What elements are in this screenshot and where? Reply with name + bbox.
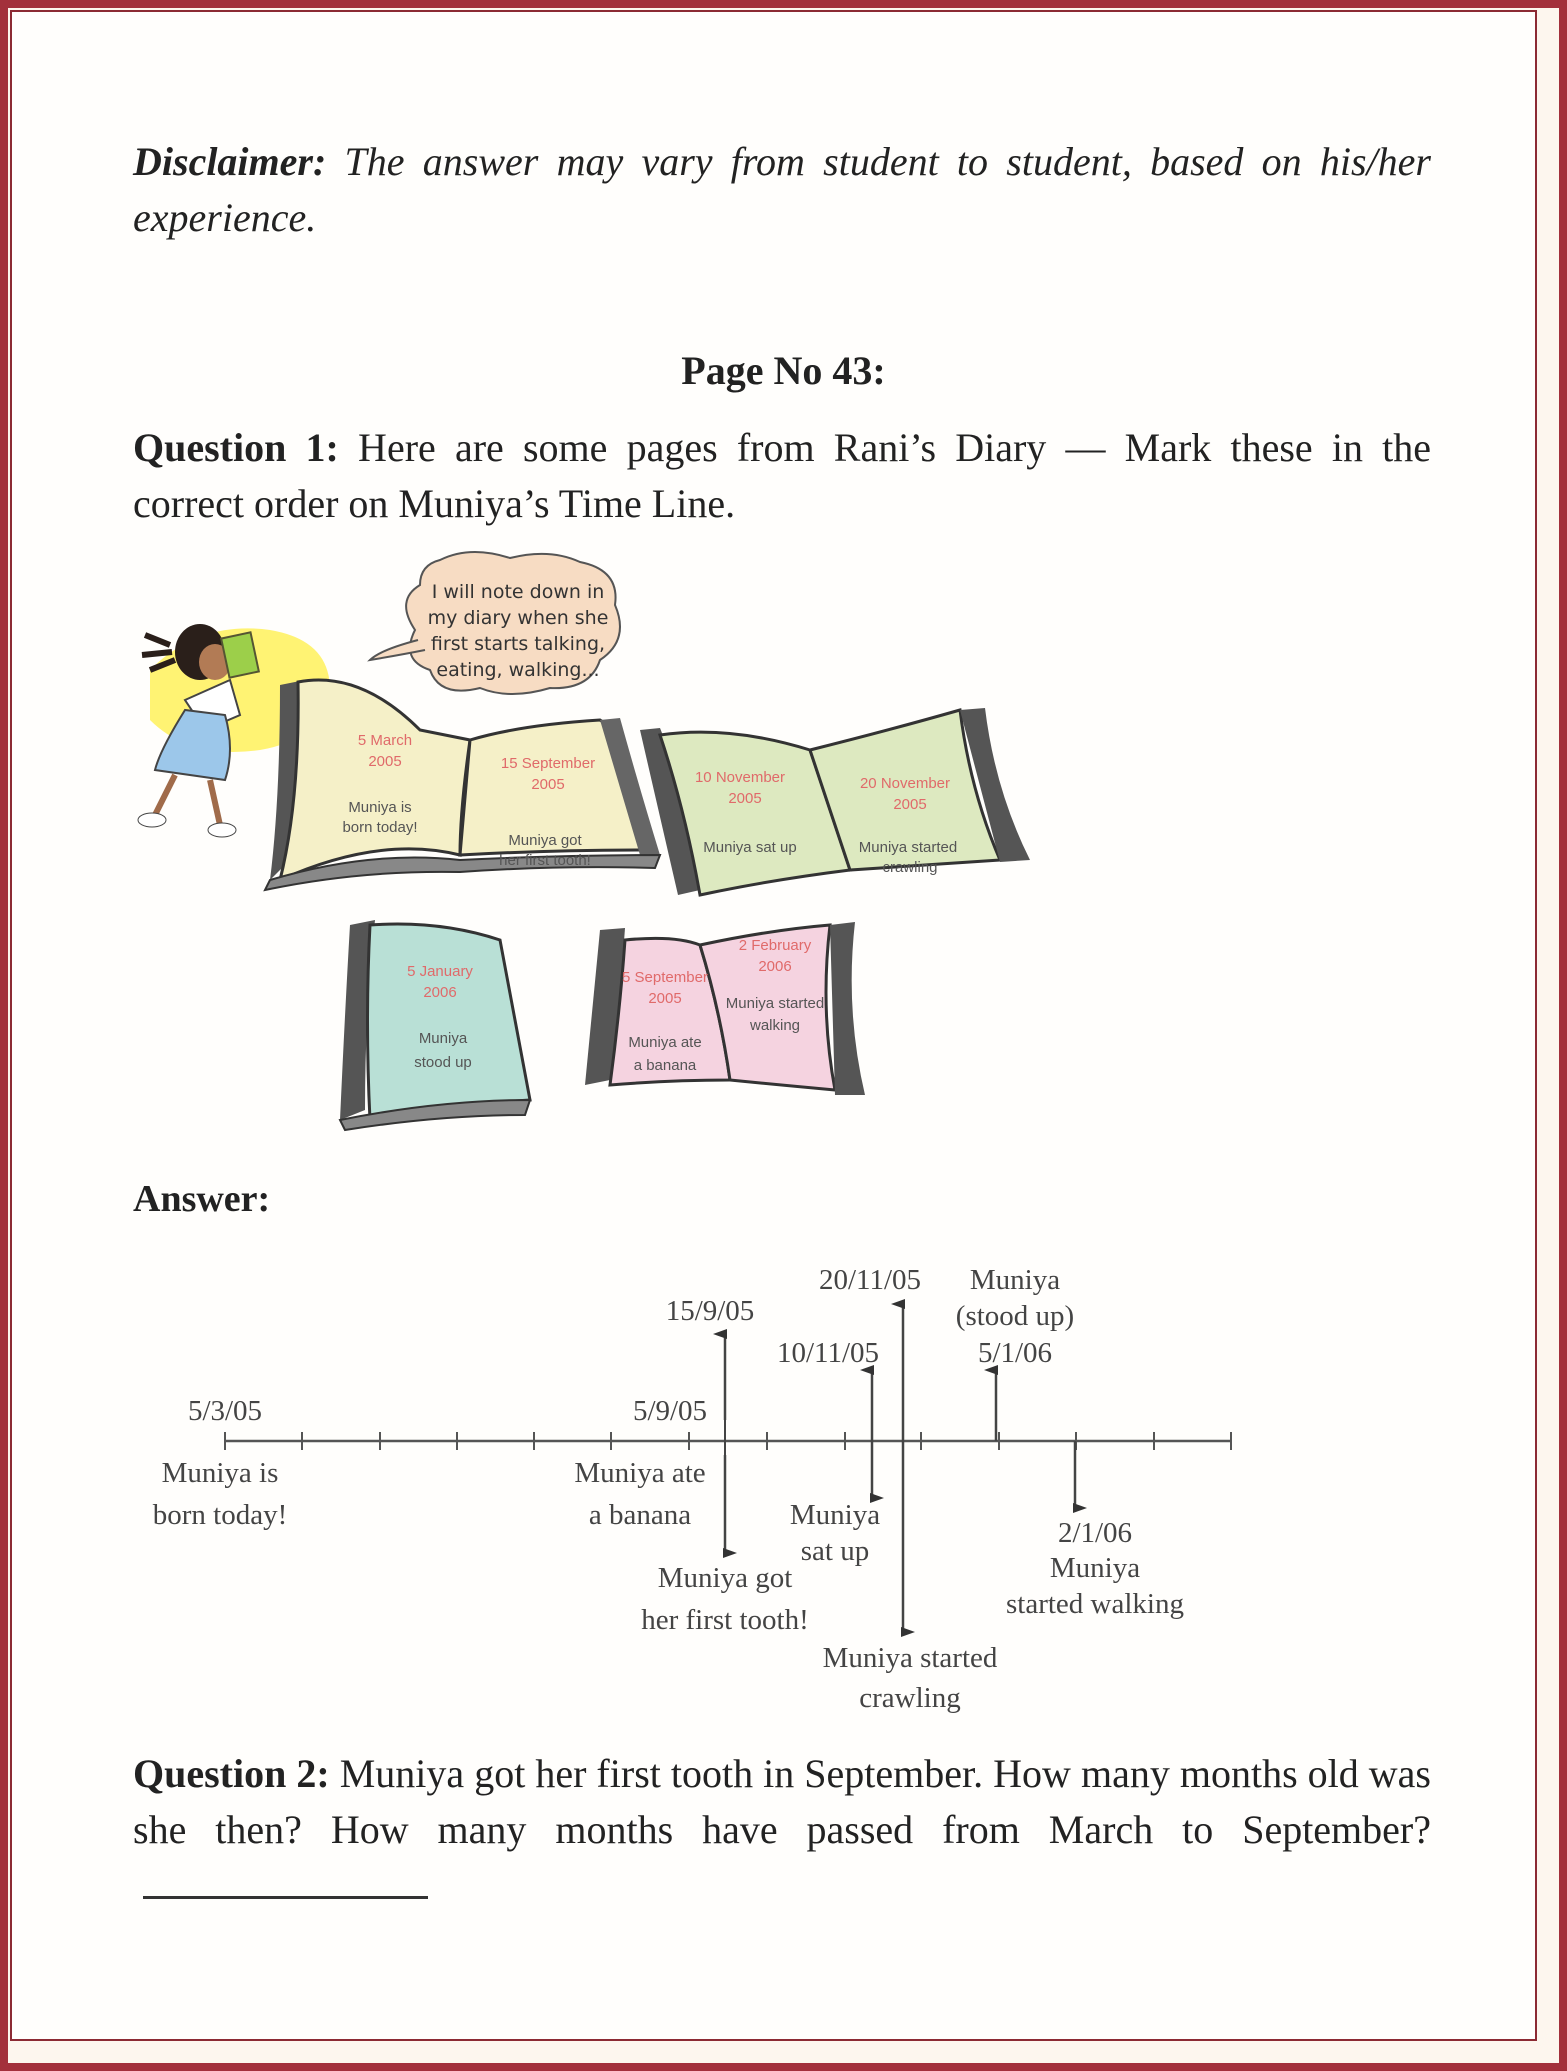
svg-text:2006: 2006 [758,958,792,975]
question-1-text: Here are some pages from Rani’s Diary — Mark these in the correct order on Muniya’s Time Line. [133,425,1431,526]
timeline-event-crawl-line2: crawling [859,1682,961,1714]
svg-text:a banana: a banana [633,1057,697,1074]
question-1-label: Question 1: [133,425,339,470]
answer-label: Answer: [133,1178,271,1220]
timeline-date-2-1-06: 2/1/06 [1057,1517,1133,1549]
svg-text:Muniya is: Muniya is [348,799,412,816]
svg-text:her first tooth!: her first tooth! [499,852,591,869]
timeline-event-crawl-line1: Muniya started [822,1642,998,1674]
diary-book-november [640,708,1030,895]
svg-text:2005: 2005 [368,753,402,770]
timeline-event-walk-line1: Muniya [1049,1552,1141,1584]
answer-blank[interactable] [143,1860,428,1899]
timeline-event-stood-line2: (stood up) [955,1300,1075,1332]
timeline-event-tooth-line1: Muniya got [657,1562,793,1594]
question-2-label: Question 2: [133,1751,330,1796]
svg-text:5 March: 5 March [357,732,413,749]
svg-text:Muniya sat up: Muniya sat up [703,839,797,856]
disclaimer-label: Disclaimer: [133,139,327,184]
timeline-date-5-3-05: 5/3/05 [187,1395,263,1427]
svg-text:my diary when she: my diary when she [427,607,609,629]
svg-text:walking: walking [749,1017,801,1034]
diary-book-january [340,920,530,1130]
question-1 [133,420,1431,532]
timeline-date-20-11-05: 20/11/05 [818,1264,922,1296]
svg-text:15 September: 15 September [500,755,596,772]
svg-text:2005: 2005 [728,790,762,807]
svg-text:first starts talking,: first starts talking, [430,633,606,655]
timeline-date-15-9-05: 15/9/05 [665,1295,755,1327]
diary-illustration [130,550,1070,1150]
page-number-heading: Page No 43: [681,348,886,393]
timeline-date-10-11-05: 10/11/05 [776,1337,880,1369]
question-2 [133,1746,1431,1914]
disclaimer [133,134,1431,246]
diary-book-september-february [585,922,865,1095]
svg-text:5 January: 5 January [407,963,473,980]
svg-text:stood up: stood up [414,1054,472,1071]
timeline-event-tooth-line2: her first tooth! [641,1604,809,1636]
svg-text:10 November: 10 November [694,769,786,786]
svg-text:Muniya got: Muniya got [508,832,582,849]
timeline-event-sat-line2: sat up [800,1535,870,1567]
svg-text:Muniya: Muniya [418,1030,468,1047]
timeline-event-born-line2: born today! [152,1499,288,1531]
svg-text:Muniya started: Muniya started [858,839,958,856]
svg-text:I will note down in: I will note down in [431,581,605,603]
timeline-event-sat-line1: Muniya [789,1499,881,1531]
svg-text:crawling: crawling [882,859,938,876]
svg-text:eating, walking...: eating, walking... [436,659,600,681]
svg-text:Muniya started: Muniya started [725,995,825,1012]
timeline-date-5-9-05: 5/9/05 [632,1395,708,1427]
svg-text:2 February: 2 February [738,937,812,954]
svg-text:Muniya ate: Muniya ate [628,1034,702,1051]
timeline-event-stood-line1: Muniya [969,1264,1061,1296]
svg-text:2005: 2005 [893,796,927,813]
timeline-event-banana-line2: a banana [588,1499,692,1531]
svg-text:5 September: 5 September [622,969,708,986]
speech-bubble [370,552,620,694]
timeline-event-walk-line2: started walking [1006,1588,1184,1620]
timeline-date-5-1-06: 5/1/06 [977,1337,1053,1369]
svg-text:2005: 2005 [531,776,565,793]
question-2-text: Muniya got her first tooth in September. How many months old was she then? How many months have passed from March to September? [133,1751,1432,1852]
svg-text:born today!: born today! [342,819,418,836]
svg-text:2006: 2006 [423,984,457,1001]
svg-text:2005: 2005 [648,990,682,1007]
disclaimer-text: The answer may vary from student to student, based on his/her experience. [133,139,1431,240]
svg-text:20 November: 20 November [859,775,951,792]
timeline-event-born-line1: Muniya is [161,1457,279,1489]
diary-book-march-september [265,680,660,890]
timeline-event-banana-line1: Muniya ate [574,1457,706,1489]
